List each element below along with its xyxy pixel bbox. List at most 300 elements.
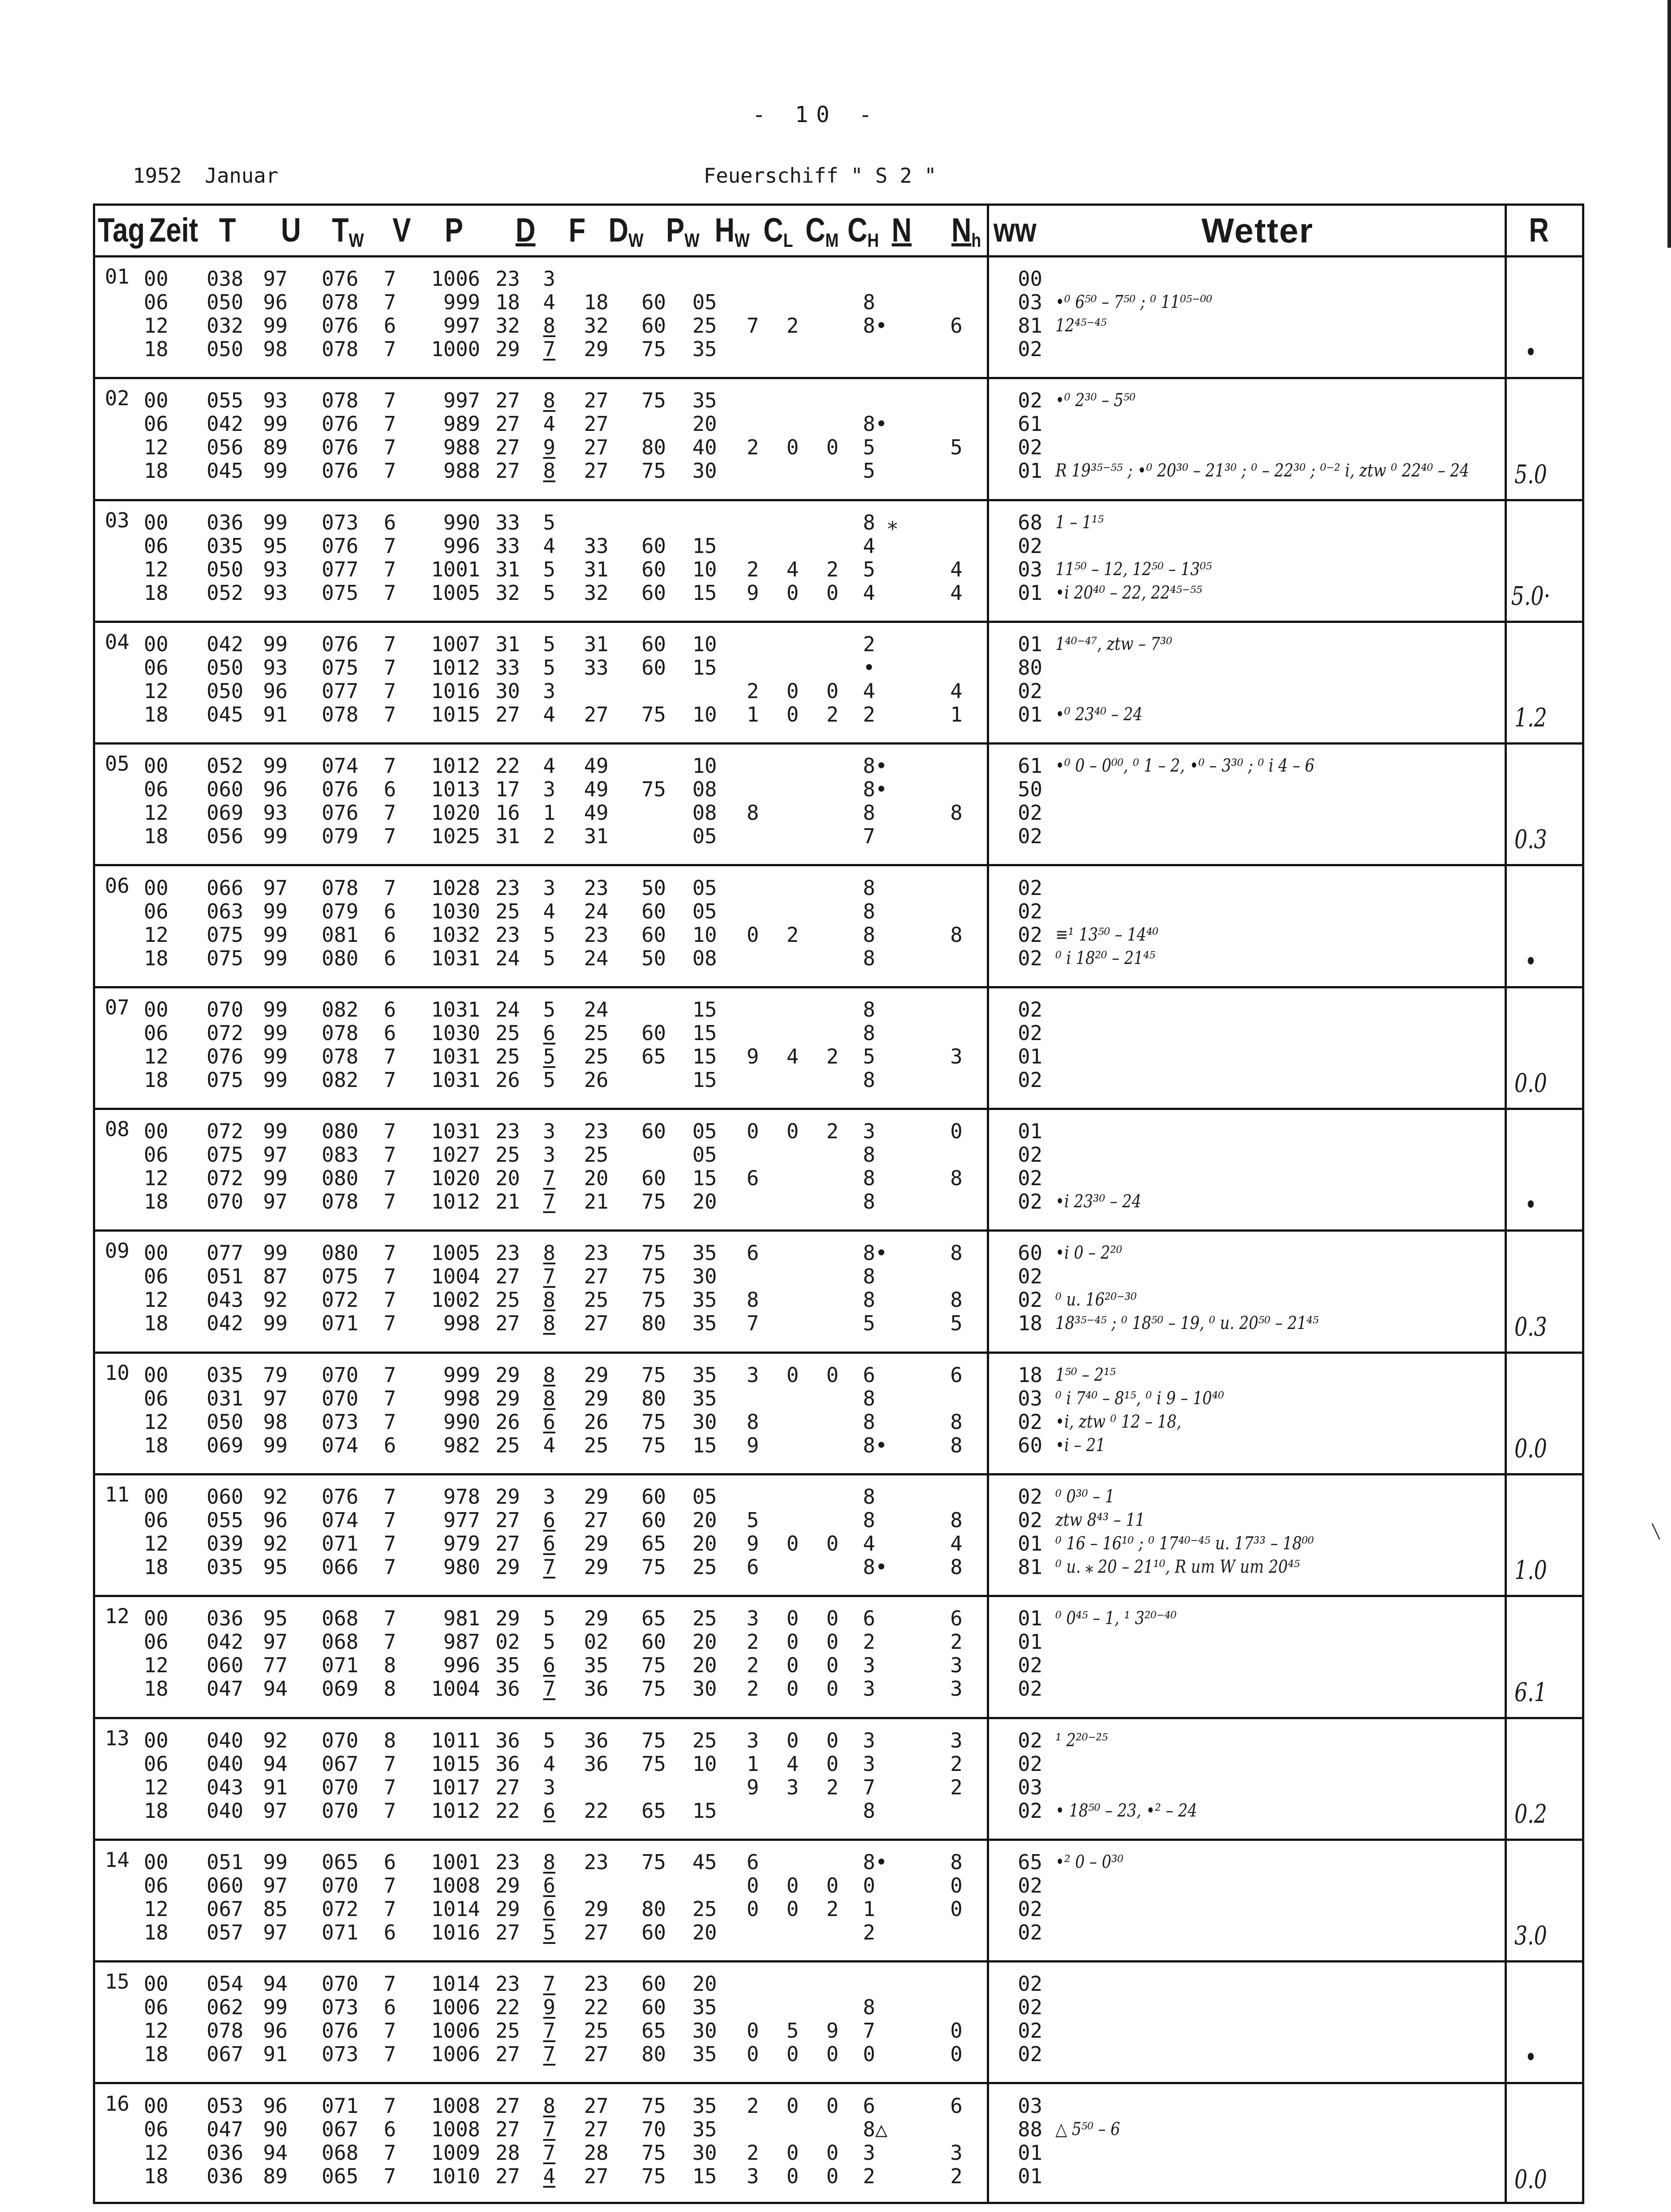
cell-nh: 3	[950, 1044, 963, 1068]
cell-nh: 5	[950, 1311, 963, 1336]
cell-f: 3	[543, 679, 555, 703]
cell-pw: 60	[641, 1630, 666, 1654]
cell-ch: 9	[826, 2019, 839, 2043]
cell-v: 7	[384, 1044, 396, 1068]
cell-cm: 0	[786, 2093, 799, 2118]
cell-nh: 8	[950, 1288, 963, 1312]
cell-nh: 1	[950, 702, 963, 726]
cell-cl: 6	[747, 1166, 759, 1190]
cell-f: 9	[543, 1995, 555, 2020]
cell-v: 7	[384, 754, 396, 778]
cell-zeit: 00	[144, 1485, 169, 1509]
cell-ww: 81	[1018, 314, 1043, 338]
cell-ww: 02	[1018, 1751, 1043, 1776]
cell-pw: 65	[641, 1044, 666, 1068]
cell-n: 0	[863, 1873, 875, 1897]
cell-f: 8	[543, 1363, 555, 1387]
cell-t: 056	[206, 435, 243, 460]
cell-n: 8	[863, 1995, 875, 2020]
cell-u: 97	[263, 1920, 288, 1944]
cell-pw: 70	[641, 2117, 666, 2141]
col-cm: $C_M$	[805, 211, 839, 251]
cell-t: 045	[206, 702, 243, 726]
cell-p: 1010	[431, 2164, 480, 2188]
cell-nh: 8	[950, 1241, 963, 1265]
cell-t: 051	[206, 1850, 243, 1874]
observation-row	[95, 534, 1582, 558]
day-block	[95, 1719, 1582, 1841]
cell-n: 8•	[863, 314, 888, 338]
observation-row	[95, 458, 1582, 483]
cell-pw: 75	[641, 702, 666, 726]
cell-n: 2	[863, 1630, 875, 1654]
cell-hw: 10	[692, 557, 717, 581]
cell-t: 045	[206, 459, 243, 483]
cell-n: 5	[863, 435, 875, 460]
cell-cm: 5	[786, 2019, 799, 2043]
cell-dw: 23	[584, 876, 608, 900]
cell-tw: 082	[321, 997, 358, 1022]
observation-row	[95, 435, 1582, 460]
day-block	[95, 257, 1582, 379]
cell-tw: 070	[321, 1775, 358, 1799]
cell-v: 6	[384, 1995, 396, 2020]
cell-d: 27	[495, 1920, 520, 1944]
cell-t: 078	[206, 2019, 243, 2043]
precipitation-value: 3.0	[1514, 1920, 1547, 1951]
cell-f: 6	[543, 1798, 555, 1823]
cell-v: 6	[384, 510, 396, 534]
cell-dw: 27	[584, 1264, 608, 1289]
cell-zeit: 00	[144, 1119, 169, 1144]
day-block	[95, 2085, 1582, 2206]
cell-pw: 60	[641, 580, 666, 605]
observation-row	[95, 824, 1582, 849]
cell-hw: 40	[692, 435, 717, 460]
cell-d: 27	[495, 702, 520, 726]
cell-cm: 0	[786, 2140, 799, 2165]
cell-hw: 15	[692, 997, 717, 1022]
cell-dw: 21	[584, 1190, 608, 1214]
cell-zeit: 12	[144, 1532, 169, 1555]
cell-cl: 2	[747, 557, 759, 581]
cell-f: 2	[543, 824, 555, 849]
cell-ww: 01	[1018, 1532, 1043, 1555]
observation-row	[95, 1484, 1582, 1509]
cell-d: 27	[495, 1508, 520, 1532]
cell-n: 8•	[863, 1555, 888, 1579]
cell-ch: 0	[826, 1873, 839, 1897]
cell-d: 27	[495, 2093, 520, 2118]
cell-wetter: 1 – 1¹⁵	[1055, 512, 1104, 533]
cell-t: 060	[206, 1485, 243, 1509]
observation-row	[95, 632, 1582, 657]
cell-pw: 65	[641, 2019, 666, 2043]
cell-wetter: ⁰ 0⁴⁵ – 1, ¹ 3²⁰⁻⁴⁰	[1055, 1608, 1177, 1629]
cell-cl: 3	[747, 1606, 759, 1631]
cell-f: 1	[543, 801, 555, 825]
cell-u: 99	[263, 1068, 288, 1092]
cell-dw: 23	[584, 1850, 608, 1874]
col-cl: $C_L$	[763, 211, 793, 251]
cell-hw: 35	[692, 2042, 717, 2066]
cell-wetter: •i 0 – 2²⁰	[1055, 1243, 1122, 1263]
cell-ww: 61	[1018, 754, 1043, 778]
cell-nh: 3	[950, 2140, 963, 2165]
cell-f: 8	[543, 459, 555, 483]
cell-t: 050	[206, 655, 243, 680]
cell-f: 7	[543, 1677, 555, 1701]
cell-n: 2	[863, 2164, 875, 2188]
cell-n: 3	[863, 1653, 875, 1678]
cell-cm: 2	[786, 922, 799, 947]
cell-p: 1006	[431, 1995, 480, 2020]
cell-zeit: 00	[144, 997, 169, 1022]
cell-v: 7	[384, 1288, 396, 1312]
cell-tw: 076	[321, 435, 358, 460]
cell-wetter: 1⁵⁰ – 2¹⁵	[1055, 1364, 1116, 1385]
day-number: 03	[105, 508, 130, 532]
cell-f: 4	[543, 702, 555, 726]
cell-nh: 8	[950, 1508, 963, 1532]
cell-n: 6	[863, 1363, 875, 1387]
cell-zeit: 12	[144, 1897, 169, 1921]
cell-zeit: 18	[144, 1311, 169, 1336]
cell-t: 075	[206, 922, 243, 947]
cell-d: 27	[495, 1264, 520, 1289]
cell-t: 043	[206, 1288, 243, 1312]
cell-dw: 27	[584, 412, 608, 436]
cell-ww: 01	[1018, 580, 1043, 605]
cell-ch: 0	[826, 1751, 839, 1776]
observation-row	[95, 1119, 1582, 1144]
cell-wetter: ⁰ i 7⁴⁰ – 8¹⁵, ⁰ i 9 – 10⁴⁰	[1055, 1388, 1224, 1409]
cell-f: 7	[543, 2019, 555, 2043]
cell-tw: 068	[321, 1606, 358, 1631]
cell-ww: 88	[1018, 2117, 1043, 2141]
cell-n: 4	[863, 1532, 875, 1555]
day-block	[95, 1354, 1582, 1475]
observation-row	[95, 2018, 1582, 2043]
cell-ww: 80	[1018, 655, 1043, 680]
cell-zeit: 06	[144, 899, 169, 923]
cell-p: 988	[443, 459, 480, 483]
cell-t: 060	[206, 777, 243, 802]
day-number: 06	[105, 873, 130, 898]
cell-u: 99	[263, 632, 288, 656]
cell-tw: 082	[321, 1068, 358, 1092]
precipitation-value: •	[1525, 1190, 1537, 1220]
cell-u: 92	[263, 1485, 288, 1509]
cell-v: 7	[384, 435, 396, 460]
cell-pw: 75	[641, 1190, 666, 1214]
cell-nh: 6	[950, 1606, 963, 1631]
cell-f: 4	[543, 2164, 555, 2188]
cell-u: 91	[263, 2042, 288, 2066]
cell-cl: 9	[747, 1775, 759, 1799]
cell-ch: 0	[826, 1677, 839, 1701]
cell-ww: 03	[1018, 1775, 1043, 1799]
cell-nh: 8	[950, 1433, 963, 1457]
cell-f: 7	[543, 1190, 555, 1214]
cell-wetter: ≡¹ 13⁵⁰ – 14⁴⁰	[1055, 924, 1159, 945]
cell-nh: 4	[950, 679, 963, 703]
cell-t: 050	[206, 679, 243, 703]
cell-ww: 01	[1018, 702, 1043, 726]
cell-dw: 25	[584, 1143, 608, 1167]
cell-nh: 0	[950, 1873, 963, 1897]
cell-hw: 15	[692, 1044, 717, 1068]
cell-d: 36	[495, 1728, 520, 1752]
cell-t: 036	[206, 510, 243, 534]
cell-n: 8	[863, 1288, 875, 1312]
cell-pw: 80	[641, 435, 666, 460]
cell-dw: 23	[584, 1241, 608, 1265]
observation-row	[95, 1360, 1582, 1387]
cell-nh: 8	[950, 1409, 963, 1434]
cell-nh: 0	[950, 2019, 963, 2043]
cell-hw: 20	[692, 1630, 717, 1654]
cell-t: 067	[206, 2042, 243, 2066]
cell-u: 90	[263, 2117, 288, 2141]
cell-u: 99	[263, 1241, 288, 1265]
cell-f: 8	[543, 1386, 555, 1410]
cell-t: 069	[206, 801, 243, 825]
cell-d: 20	[495, 1166, 520, 1190]
cell-t: 050	[206, 557, 243, 581]
cell-f: 4	[543, 899, 555, 923]
cell-wetter: △ 5⁵⁰ – 6	[1055, 2119, 1120, 2139]
day-block	[95, 1232, 1582, 1353]
cell-cm: 3	[786, 1775, 799, 1799]
cell-hw: 08	[692, 777, 717, 802]
cell-v: 7	[384, 2093, 396, 2118]
col-zeit: Zeit	[149, 211, 198, 249]
cell-dw: 26	[584, 1409, 608, 1434]
cell-t: 070	[206, 997, 243, 1022]
cell-zeit: 06	[144, 1873, 169, 1897]
cell-tw: 076	[321, 412, 358, 436]
cell-u: 96	[263, 290, 288, 314]
cell-d: 29	[495, 337, 520, 361]
cell-dw: 22	[584, 1995, 608, 2020]
cell-n: 8•	[863, 412, 888, 436]
cell-d: 32	[495, 580, 520, 605]
cell-d: 35	[495, 1653, 520, 1678]
cell-ch: 2	[826, 702, 839, 726]
cell-pw: 75	[641, 1555, 666, 1579]
cell-cl: 6	[747, 1850, 759, 1874]
cell-f: 5	[543, 1606, 555, 1631]
cell-dw: 27	[584, 702, 608, 726]
cell-hw: 35	[692, 1363, 717, 1387]
cell-tw: 078	[321, 388, 358, 413]
cell-zeit: 06	[144, 412, 169, 436]
cell-wetter: • 18⁵⁰ – 23, •² – 24	[1055, 1800, 1197, 1821]
cell-hw: 35	[692, 388, 717, 413]
cell-ww: 01	[1018, 1119, 1043, 1144]
cell-d: 29	[495, 1363, 520, 1387]
observation-row	[95, 1897, 1582, 1921]
cell-pw: 75	[641, 1850, 666, 1874]
cell-zeit: 18	[144, 337, 169, 361]
precipitation-value: •	[1525, 946, 1537, 976]
cell-pw: 75	[641, 1409, 666, 1434]
precipitation-value: 1.2	[1514, 703, 1547, 733]
cell-dw: 31	[584, 632, 608, 656]
cell-t: 039	[206, 1532, 243, 1555]
cell-nh: 4	[950, 580, 963, 605]
cell-hw: 15	[692, 1021, 717, 1045]
cell-f: 3	[543, 1775, 555, 1799]
cell-p: 997	[443, 314, 480, 338]
cell-t: 056	[206, 824, 243, 849]
cell-v: 8	[384, 1677, 396, 1701]
cell-ch: 2	[826, 1044, 839, 1068]
cell-cm: 0	[786, 1677, 799, 1701]
observation-row	[95, 2140, 1582, 2165]
cell-d: 36	[495, 1677, 520, 1701]
cell-n: 8•	[863, 1433, 888, 1457]
cell-f: 4	[543, 1433, 555, 1457]
cell-n: 8	[863, 1409, 875, 1434]
cell-tw: 073	[321, 1409, 358, 1434]
cell-tw: 076	[321, 777, 358, 802]
cell-u: 93	[263, 557, 288, 581]
cell-v: 6	[384, 314, 396, 338]
cell-u: 93	[263, 580, 288, 605]
cell-zeit: 00	[144, 388, 169, 413]
cell-n: 8	[863, 899, 875, 923]
cell-p: 1030	[431, 1021, 480, 1045]
cell-ch: 0	[826, 2140, 839, 2165]
cell-nh: 8	[950, 801, 963, 825]
cell-tw: 078	[321, 702, 358, 726]
cell-zeit: 00	[144, 754, 169, 778]
cell-ch: 0	[826, 2093, 839, 2118]
cell-v: 6	[384, 1433, 396, 1457]
cell-hw: 15	[692, 580, 717, 605]
day-block	[95, 988, 1582, 1110]
cell-cl: 8	[747, 1288, 759, 1312]
day-number: 13	[105, 1726, 130, 1750]
cell-t: 042	[206, 1311, 243, 1336]
cell-f: 3	[543, 777, 555, 802]
cell-t: 057	[206, 1920, 243, 1944]
cell-hw: 15	[692, 1433, 717, 1457]
cell-f: 5	[543, 1068, 555, 1092]
observation-row	[95, 1531, 1582, 1556]
cell-p: 1031	[431, 1044, 480, 1068]
cell-zeit: 00	[144, 1850, 169, 1874]
cell-tw: 067	[321, 1751, 358, 1776]
cell-hw: 35	[692, 1288, 717, 1312]
cell-wetter: •⁰ 23⁴⁰ – 24	[1055, 704, 1143, 725]
cell-tw: 078	[321, 1021, 358, 1045]
cell-d: 31	[495, 632, 520, 656]
cell-tw: 076	[321, 314, 358, 338]
cell-hw: 05	[692, 876, 717, 900]
cell-n: 5	[863, 459, 875, 483]
cell-n: 8•	[863, 1850, 888, 1874]
cell-n: 3	[863, 1728, 875, 1752]
cell-f: 7	[543, 2140, 555, 2165]
cell-p: 981	[443, 1606, 480, 1631]
cell-pw: 75	[641, 1653, 666, 1678]
day-block	[95, 623, 1582, 745]
observation-row	[95, 2117, 1582, 2142]
cell-u: 97	[263, 876, 288, 900]
cell-pw: 65	[641, 1532, 666, 1555]
cell-zeit: 18	[144, 1677, 169, 1701]
cell-n: 8•	[863, 777, 888, 802]
cell-nh: 2	[950, 2164, 963, 2188]
cell-p: 988	[443, 435, 480, 460]
cell-dw: 24	[584, 899, 608, 923]
cell-zeit: 06	[144, 1995, 169, 2020]
cell-v: 7	[384, 1068, 396, 1092]
cell-n: 2	[863, 632, 875, 656]
cell-t: 060	[206, 1653, 243, 1678]
header-date: 1952 Januar	[133, 164, 278, 188]
cell-cm: 0	[786, 1653, 799, 1678]
observation-row	[95, 1728, 1582, 1753]
cell-u: 98	[263, 337, 288, 361]
cell-dw: 49	[584, 801, 608, 825]
cell-v: 7	[384, 2164, 396, 2188]
cell-pw: 75	[641, 459, 666, 483]
cell-tw: 073	[321, 1995, 358, 2020]
cell-f: 5	[543, 580, 555, 605]
cell-zeit: 12	[144, 1044, 169, 1068]
cell-ch: 0	[826, 2042, 839, 2066]
cell-dw: 32	[584, 314, 608, 338]
cell-ww: 02	[1018, 1190, 1043, 1214]
cell-nh: 8	[950, 1850, 963, 1874]
cell-dw: 29	[584, 1386, 608, 1410]
cell-p: 1015	[431, 1751, 480, 1776]
cell-f: 5	[543, 997, 555, 1022]
cell-tw: 076	[321, 267, 358, 291]
cell-u: 97	[263, 1386, 288, 1410]
cell-tw: 078	[321, 1044, 358, 1068]
cell-f: 6	[543, 1873, 555, 1897]
cell-d: 27	[495, 1311, 520, 1336]
cell-cm: 0	[786, 1606, 799, 1631]
cell-d: 33	[495, 510, 520, 534]
cell-p: 998	[443, 1311, 480, 1336]
cell-v: 7	[384, 1363, 396, 1387]
cell-zeit: 06	[144, 1386, 169, 1410]
cell-hw: 15	[692, 1798, 717, 1823]
cell-dw: 29	[584, 1532, 608, 1555]
cell-tw: 065	[321, 2164, 358, 2188]
cell-tw: 080	[321, 1166, 358, 1190]
cell-n: 8	[863, 801, 875, 825]
cell-zeit: 12	[144, 679, 169, 703]
cell-v: 7	[384, 876, 396, 900]
cell-dw: 36	[584, 1677, 608, 1701]
cell-zeit: 06	[144, 1264, 169, 1289]
cell-d: 25	[495, 1044, 520, 1068]
cell-u: 99	[263, 459, 288, 483]
observation-row	[95, 1847, 1582, 1874]
cell-tw: 078	[321, 876, 358, 900]
cell-f: 5	[543, 632, 555, 656]
cell-t: 075	[206, 1068, 243, 1092]
cell-p: 1000	[431, 337, 480, 361]
cell-n: 3	[863, 1119, 875, 1144]
